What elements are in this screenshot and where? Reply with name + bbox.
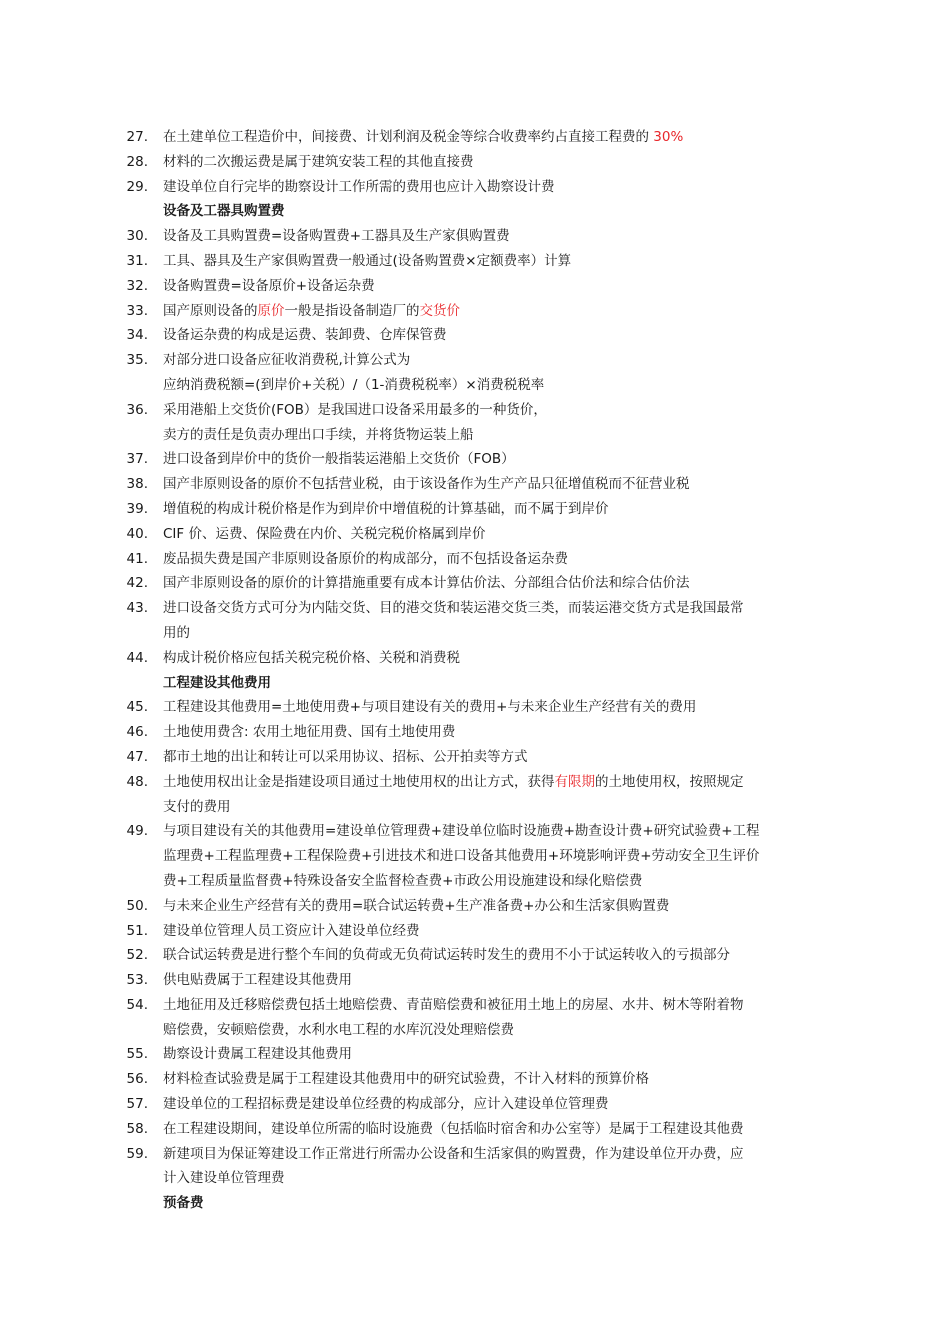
item-text (163, 695, 813, 720)
text-segment: 联合试运转费是进行整个车间的负荷或无负荷试运转时发生的费用不小于试运转收入的亏损部分 (163, 947, 730, 964)
item-text (163, 869, 813, 894)
list-item (0, 323, 950, 348)
list-item (0, 968, 950, 993)
section-heading (0, 1191, 950, 1216)
list-item-continuation (0, 373, 950, 398)
text-segment: 土地征用及迁移赔偿费包括土地赔偿费、青苗赔偿费和被征用土地上的房屋、水井、树木等附着物 (163, 996, 744, 1013)
item-number: 34. (126, 327, 148, 344)
text-segment: 国产非原则设备的原价不包括营业税，由于该设备作为生产产品只征增值税而不征营业税 (163, 476, 690, 493)
item-number: 56. (126, 1071, 148, 1088)
text-segment: 建设单位的工程招标费是建设单位经费的构成部分，应计入建设单位管理费 (163, 1096, 609, 1113)
text-segment: CIF 价、运费、保险费在内价、关税完税价格属到岸价 (163, 525, 486, 542)
list-item (0, 1067, 950, 1092)
text-segment: 与项目建设有关的其他费用=建设单位管理费+建设单位临时设施费+勘查设计费+研究试验费+工程 (163, 823, 760, 840)
item-text (163, 1117, 813, 1142)
text-segment: 土地使用费含: 农用土地征用费、国有土地使用费 (163, 724, 456, 741)
item-text (163, 1191, 813, 1216)
item-text (163, 398, 813, 423)
item-number: 45. (126, 699, 148, 716)
item-text (163, 348, 813, 373)
item-text (163, 993, 813, 1018)
item-text (163, 373, 813, 398)
item-text (163, 1092, 813, 1117)
item-text (163, 522, 813, 547)
text-segment: 在工程建设期间，建设单位所需的临时设施费（包括临时宿舍和办公室等）是属于工程建设其他费 (163, 1120, 744, 1137)
list-item (0, 596, 950, 621)
item-text (163, 571, 813, 596)
highlighted-text: 原价 (257, 302, 285, 319)
item-text (163, 720, 813, 745)
item-text (163, 596, 813, 621)
item-text (163, 943, 813, 968)
text-segment: 在土建单位工程造价中，间接费、计划利润及税金等综合收费率约占直接工程费的 (163, 129, 654, 145)
text-segment: 监理费+工程监理费+工程保险费+引进技术和进口设备其他费用+环境影响评费+劳动安全卫生评价 (163, 848, 760, 865)
list-item (0, 398, 950, 423)
list-item (0, 770, 950, 795)
list-item (0, 943, 950, 968)
item-number: 50. (126, 897, 148, 914)
list-item (0, 745, 950, 770)
highlighted-text: 交货价 (419, 302, 460, 319)
item-number: 48. (126, 773, 148, 790)
list-item (0, 919, 950, 944)
list-item (0, 695, 950, 720)
text-segment: 国产非原则设备的原价的计算措施重要有成本计算估价法、分部组合估价法和综合估价法 (163, 575, 690, 592)
item-number: 38. (126, 476, 148, 493)
item-number: 49. (126, 823, 148, 840)
text-segment: 应纳消费税额=(到岸价+关税）/（1-消费税税率）×消费税税率 (163, 376, 545, 393)
list-item (0, 993, 950, 1018)
item-number: 36. (126, 401, 148, 418)
text-segment: 卖方的责任是负责办理出口手续，并将货物运装上船 (163, 426, 474, 443)
text-segment: 预备费 (163, 1195, 204, 1212)
text-segment: 设备及工具购置费=设备购置费+工器具及生产家俱购置费 (163, 228, 510, 245)
list-item (0, 547, 950, 572)
item-number: 40. (126, 525, 148, 542)
item-text (163, 323, 813, 348)
item-text (163, 125, 813, 150)
item-number: 58. (126, 1120, 148, 1137)
list-item-continuation (0, 869, 950, 894)
text-segment: 国产原则设备的 (163, 302, 258, 319)
list-item (0, 348, 950, 373)
text-segment: 工具、器具及生产家俱购置费一般通过(设备购置费×定额费率）计算 (163, 252, 572, 269)
item-text (163, 224, 813, 249)
text-segment: 设备及工器具购置费 (163, 203, 285, 220)
list-item (0, 249, 950, 274)
text-segment: 的土地使用权，按照规定 (595, 773, 744, 790)
item-text (163, 844, 813, 869)
item-number: 42. (126, 575, 148, 592)
item-text (163, 968, 813, 993)
text-segment: 构成计税价格应包括关税完税价格、关税和消费税 (163, 649, 460, 666)
text-segment: 计入建设单位管理费 (163, 1170, 285, 1187)
text-segment: 设备购置费=设备原价+设备运杂费 (163, 277, 375, 294)
item-text (163, 1018, 813, 1043)
item-number: 32. (126, 277, 148, 294)
item-number: 39. (126, 500, 148, 517)
text-segment: 新建项目为保证筹建设工作正常进行所需办公设备和生活家俱的购置费，作为建设单位开办费，应 (163, 1145, 744, 1162)
text-segment: 建设单位自行完毕的勘察设计工作所需的费用也应计入勘察设计费 (163, 178, 555, 195)
item-text (163, 249, 813, 274)
item-number: 51. (126, 922, 148, 939)
item-number: 30. (126, 228, 148, 245)
list-item (0, 175, 950, 200)
list-item (0, 125, 950, 150)
item-number: 53. (126, 972, 148, 989)
text-segment: 进口设备交货方式可分为内陆交货、目的港交货和装运港交货三类，而装运港交货方式是我国最常 (163, 600, 744, 617)
list-item (0, 497, 950, 522)
text-segment: 工程建设其他费用=土地使用费+与项目建设有关的费用+与未来企业生产经营有关的费用 (163, 699, 697, 716)
item-text (163, 472, 813, 497)
text-segment: 建设单位管理人员工资应计入建设单位经费 (163, 922, 420, 939)
text-segment: 材料的二次搬运费是属于建筑安装工程的其他直接费 (163, 153, 474, 170)
text-segment: 进口设备到岸价中的货价一般指装运港船上交货价（FOB） (163, 451, 515, 468)
list-item (0, 720, 950, 745)
item-number: 44. (126, 649, 148, 666)
item-number: 41. (126, 550, 148, 567)
item-number: 31. (126, 252, 148, 269)
item-text (163, 795, 813, 820)
item-number: 55. (126, 1046, 148, 1063)
item-number: 57. (126, 1096, 148, 1113)
text-segment: 一般是指设备制造厂的 (284, 302, 420, 319)
item-text (163, 423, 813, 448)
text-segment: 勘察设计费属工程建设其他费用 (163, 1046, 352, 1063)
section-heading (0, 671, 950, 696)
item-text (163, 745, 813, 770)
item-number: 27. (126, 129, 148, 145)
list-item (0, 447, 950, 472)
list-item-continuation (0, 1166, 950, 1191)
text-segment: 费+工程质量监督费+特殊设备安全监督检查费+市政公用设施建设和绿化赔偿费 (163, 872, 643, 889)
text-segment: 设备运杂费的构成是运费、装卸费、仓库保管费 (163, 327, 447, 344)
item-number: 33. (126, 302, 148, 319)
item-number: 43. (126, 600, 148, 617)
text-segment: 增值税的构成计税价格是作为到岸价中增值税的计算基础，而不属于到岸价 (163, 500, 609, 517)
item-text (163, 671, 813, 696)
item-number: 59. (126, 1145, 148, 1162)
item-text (163, 547, 813, 572)
text-segment: 采用港船上交货价(FOB）是我国进口设备采用最多的一种货价， (163, 401, 547, 418)
text-segment: 用的 (163, 624, 190, 641)
text-segment: 工程建设其他费用 (163, 674, 271, 691)
list-item (0, 299, 950, 324)
item-text (163, 299, 813, 324)
item-text (163, 175, 813, 200)
item-text (163, 150, 813, 175)
item-text (163, 919, 813, 944)
list-item-continuation (0, 1018, 950, 1043)
list-item (0, 1142, 950, 1167)
item-text (163, 447, 813, 472)
list-item-continuation (0, 844, 950, 869)
text-segment: 土地使用权出让金是指建设项目通过土地使用权的出让方式，获得 (163, 773, 555, 790)
item-text (163, 1042, 813, 1067)
item-text (163, 819, 813, 844)
item-text (163, 497, 813, 522)
list-item-continuation (0, 795, 950, 820)
list-item (0, 1092, 950, 1117)
list-item (0, 894, 950, 919)
list-item (0, 819, 950, 844)
item-text (163, 274, 813, 299)
item-text (163, 770, 813, 795)
item-text (163, 894, 813, 919)
section-heading (0, 199, 950, 224)
item-text (163, 646, 813, 671)
list-item (0, 1042, 950, 1067)
item-text (163, 1067, 813, 1092)
text-segment: 对部分进口设备应征收消费税,计算公式为 (163, 352, 411, 369)
list-item (0, 274, 950, 299)
item-number: 29. (126, 178, 148, 195)
list-item (0, 150, 950, 175)
text-segment: 支付的费用 (163, 798, 231, 815)
item-number: 37. (126, 451, 148, 468)
highlighted-text: 有限期 (554, 773, 595, 790)
item-text (163, 621, 813, 646)
list-item (0, 472, 950, 497)
list-item (0, 224, 950, 249)
item-number: 35. (126, 352, 148, 369)
text-segment: 与未来企业生产经营有关的费用=联合试运转费+生产准备费+办公和生活家俱购置费 (163, 897, 670, 914)
list-item (0, 1117, 950, 1142)
text-segment: 材料检查试验费是属于工程建设其他费用中的研究试验费，不计入材料的预算价格 (163, 1071, 649, 1088)
item-text (163, 1166, 813, 1191)
list-item (0, 522, 950, 547)
text-segment: 废品损失费是国产非原则设备原价的构成部分，而不包括设备运杂费 (163, 550, 568, 567)
item-number: 47. (126, 748, 148, 765)
text-segment: 赔偿费，安顿赔偿费，水利水电工程的水库沉没处理赔偿费 (163, 1021, 514, 1038)
text-segment: 都市土地的出让和转让可以采用协议、招标、公开拍卖等方式 (163, 748, 528, 765)
item-text (163, 1142, 813, 1167)
item-number: 54. (126, 996, 148, 1013)
highlighted-text: 30% (653, 129, 684, 145)
text-segment: 供电贴费属于工程建设其他费用 (163, 972, 352, 989)
list-item (0, 571, 950, 596)
item-number: 46. (126, 724, 148, 741)
item-number: 28. (126, 153, 148, 170)
list-item-continuation (0, 621, 950, 646)
list-item (0, 646, 950, 671)
item-text (163, 199, 813, 224)
item-number: 52. (126, 947, 148, 964)
list-item-continuation (0, 423, 950, 448)
